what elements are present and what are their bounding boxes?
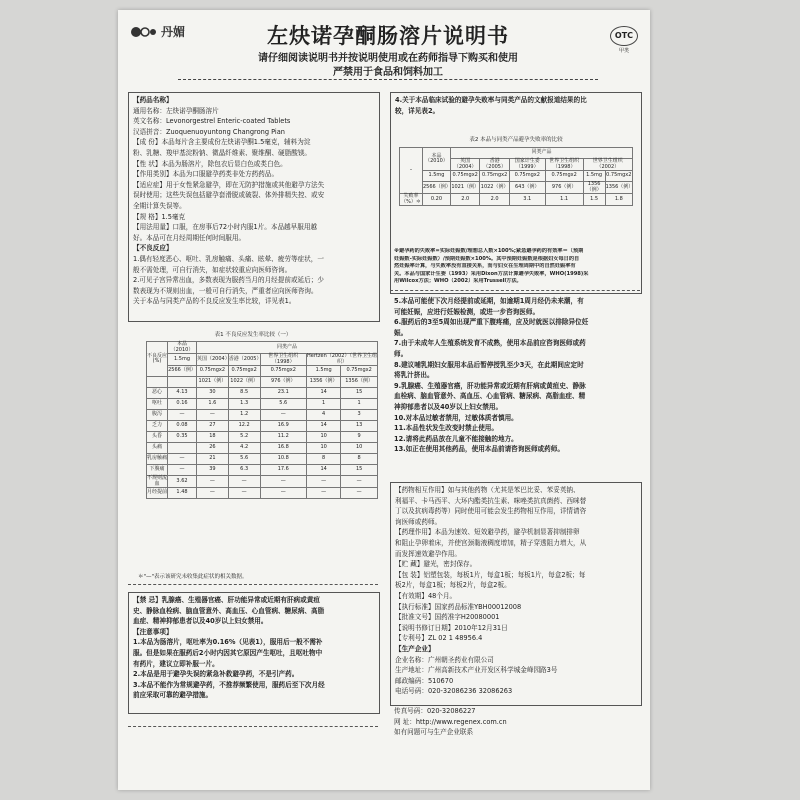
table2-dose-cell: 1.5mg xyxy=(423,171,451,182)
adverse-head: 【不良反应】 xyxy=(133,244,173,253)
contact-block xyxy=(394,706,640,738)
indications-line-2: 误时使用；这些失误包括避孕套滑脱或破裂、体外排精失控、或安 xyxy=(133,191,325,200)
left-box-top xyxy=(128,92,380,322)
table1-cell: 1 xyxy=(307,399,341,410)
table1-cell: 18 xyxy=(197,432,229,443)
table1-cell: 8 xyxy=(307,454,341,465)
table1-cell: 0.08 xyxy=(168,421,197,432)
character: 【性 状】本品为肠溶片，除包衣后显白色或类白色。 xyxy=(133,159,287,168)
table2-dose-row xyxy=(400,171,633,182)
table1-row-label-cell: 恶心 xyxy=(147,388,168,399)
table1-cell: — xyxy=(197,488,229,499)
table1-row xyxy=(147,421,378,432)
table1-cell: — xyxy=(260,410,306,421)
notice-food: 严禁用于食品和饲料加工 xyxy=(333,67,443,78)
table2-rate-cell: 1.1 xyxy=(545,194,583,206)
table2-col-0: 本品（2010） xyxy=(423,148,451,171)
cautions-line-1: 1.本品为肠溶片，呕吐率为0.16%（见表1），服用后一般不需补 xyxy=(133,638,323,647)
table1-cell: — xyxy=(168,454,197,465)
table1-group-head: 同类产品 xyxy=(197,342,378,354)
footnote-line-3: 然妊娠率计算，与失败率没有直接关系，而与妇女在生理周期中的自然妊娠率有 xyxy=(394,263,576,270)
table2-cases-cell: 1356（例） xyxy=(583,182,605,194)
section-name-head: 【药品名称】 xyxy=(133,96,173,104)
item-11-line: 11.本品性状发生改变时禁止使用。 xyxy=(394,424,498,433)
table2-cases-cell: 643（例） xyxy=(509,182,545,194)
table1-cell: 12.2 xyxy=(228,421,260,432)
item-9-line: 神抑郁患者以及40岁以上妇女禁用。 xyxy=(394,402,503,411)
website: 网 址：http://www.regenex.com.cn xyxy=(394,717,507,726)
adverse-line-2: 般不需处理，可自行消失，如症状较重应向医师咨询。 xyxy=(133,265,292,274)
table1-cases-3: 976（例） xyxy=(260,377,306,388)
table1-cell: — xyxy=(341,488,378,499)
pharmacology-line-3: 而发挥速效避孕作用。 xyxy=(395,549,461,558)
table1-cell: 23.1 xyxy=(260,388,306,399)
table2-rate-cell: 2.0 xyxy=(450,194,479,206)
table1-row xyxy=(147,476,378,488)
item-9-line: 血栓病、脑血管意外、高血压、心血管病、糖尿病、高脂血症、精 xyxy=(394,392,586,401)
table1-col-3: 世界卫生组织（1998） xyxy=(260,354,306,366)
table1-dose-1: 0.75mgx2 xyxy=(197,366,229,377)
table2-cases-cell: 1022（例） xyxy=(480,182,509,194)
fax: 传真号码：020-32086227 xyxy=(394,707,476,715)
table1-row-label-cell: 头昏 xyxy=(147,432,168,443)
patent: 【专利号】ZL 02 1 48956.4 xyxy=(395,634,483,643)
table1-cell: 4 xyxy=(307,410,341,421)
table1-cell: 3 xyxy=(341,410,378,421)
table1-cell: — xyxy=(341,476,378,488)
table1-cell: 15 xyxy=(341,465,378,476)
table2-cases-row xyxy=(400,182,633,194)
item-9-line: 9.乳腺癌、生殖器官癌，肝功能异常或近期有肝病或黄疸史、静脉 xyxy=(394,381,586,390)
contact-note: 如有问题可与生产企业联系 xyxy=(394,728,474,737)
footnote-line-5: 用Wilcox方法；WHO（2002）采用Trussell方法。 xyxy=(394,278,522,285)
table1-cell: 1 xyxy=(341,399,378,410)
table2-col-1: 英国（2004） xyxy=(450,159,479,171)
table1-cell: 30 xyxy=(197,388,229,399)
brand-name: 丹媚 xyxy=(161,24,186,39)
table1-cell: 4.2 xyxy=(228,443,260,454)
table2-cases-cell: 976（例） xyxy=(545,182,583,194)
table1-blank xyxy=(168,377,197,388)
item-8-line: 将乳汁挤出。 xyxy=(394,371,434,380)
left-box-bottom xyxy=(128,592,380,714)
pharmacology-line-2: 和阻止孕卵着床，并使宫颈黏液稠度增加，精子穿透阻力增大，从 xyxy=(395,538,587,547)
table2-col-3: 国家计生委（1999） xyxy=(509,159,545,171)
otc-badge: OTC xyxy=(610,26,638,46)
left-divider xyxy=(128,584,378,585)
contra-line-2: 史、静脉血栓病、脑血管意外、高血压、心血管病、糖尿病、高脂 xyxy=(133,606,325,615)
table2-caption: 表2 本品与同类产品避孕失败率的比较 xyxy=(469,137,563,143)
table1-cell: 26 xyxy=(197,443,229,454)
table1-cell: 13 xyxy=(341,421,378,432)
table1-col-0: 本品（2010） xyxy=(168,342,197,354)
table1-row xyxy=(147,443,378,454)
revision: 【说明书修订日期】2010年12月31日 xyxy=(395,623,508,632)
table2-dose-cell: 0.75mgx2 xyxy=(509,171,545,182)
table1-cases-2: 1022（例） xyxy=(228,377,260,388)
otc-class: 甲类 xyxy=(618,48,629,54)
table1-row xyxy=(147,410,378,421)
table1-cases-0: 2566（例） xyxy=(168,366,197,377)
table1-cell: — xyxy=(197,476,229,488)
table2-rate-cell: 1.8 xyxy=(605,194,632,206)
table1-cell: 11.2 xyxy=(260,432,306,443)
table1-cell: — xyxy=(168,410,197,421)
table1-cell: 14 xyxy=(307,421,341,432)
adverse-line-3: 2.可见子宫异常出血，多数表现为服药当月的月经提前或延后；少 xyxy=(133,276,324,285)
table1-cell: — xyxy=(307,476,341,488)
interactions-line-2: 利福平、卡马西平、大环内酯类抗生素、咪唑类抗真菌药、西咪替 xyxy=(395,496,587,505)
interactions-line-1: 【药物相互作用】如与其他药物（尤其是苯巴比妥、苯妥英钠、 xyxy=(395,486,580,494)
table1-cell: 17.6 xyxy=(260,465,306,476)
table1-row-label: 不良反应(%) xyxy=(147,342,168,377)
table1-col-1: 英国（2004） xyxy=(197,354,229,366)
table1-cell: 1.48 xyxy=(168,488,197,499)
header-divider xyxy=(178,79,598,80)
table1-cell: — xyxy=(228,488,260,499)
table2-dose-cell: 1.5mg xyxy=(583,171,605,182)
table1-blank xyxy=(147,377,168,388)
pinyin-name: 汉语拼音：Zuoquenuoyuntong Changrong Pian xyxy=(133,127,285,136)
table1-row-label-cell: 不规则流血 xyxy=(147,475,168,487)
adverse-line-4: 数表现为不规则出血，一般可自行消失，严重者应向医师咨询。 xyxy=(133,286,318,295)
table1-cell: — xyxy=(260,476,306,488)
english-name: 英文名称：Levonorgestrel Enteric-coated Tablets xyxy=(133,117,291,126)
spec: 【规 格】1.5毫克 xyxy=(133,212,186,221)
table1-cell: 1.3 xyxy=(228,399,260,410)
table1-cell: 16.8 xyxy=(260,443,306,454)
table1-cell: 10.8 xyxy=(260,454,306,465)
ingredients-line-1: 【成 份】本品每片含主要成份左炔诺孕酮1.5毫克，辅料为淀 xyxy=(133,138,311,147)
table2-cases-cell: 2566（例） xyxy=(423,182,451,194)
phone: 电话号码：020-32086236 32086263 xyxy=(395,687,513,696)
table1-cell xyxy=(168,443,197,454)
table1-cell: 8.5 xyxy=(228,388,260,399)
address: 生产地址：广州高新技术产业开发区科学城金峰园路3号 xyxy=(395,666,558,675)
validity: 【有效期】48个月。 xyxy=(395,591,457,600)
table2-cases-cell: 1356（例） xyxy=(605,182,632,194)
items-block xyxy=(394,296,640,455)
table1-row xyxy=(147,388,378,399)
table2-failure-rates xyxy=(399,147,633,206)
table1-row xyxy=(147,454,378,465)
table2-cases-cell: 1021（例） xyxy=(450,182,479,194)
table1-cases-5: 1356（例） xyxy=(341,377,378,388)
adverse-line-1: 1.偶有轻度恶心、呕吐、乳房触痛、头痛、眩晕、疲劳等症状，一 xyxy=(133,254,324,263)
item-7-line: 师。 xyxy=(394,349,408,358)
table1-row-label-cell: 下腹痛 xyxy=(147,465,168,476)
company: 企业名称：广州朝圣药业有限公司 xyxy=(395,655,494,664)
table2-group-head: 同类产品 xyxy=(450,148,632,159)
table2-rate-cell: 1.5 xyxy=(583,194,605,206)
table2-rate-cell: 3.1 xyxy=(509,194,545,206)
indications-line-3: 全期计算失误等。 xyxy=(133,201,186,210)
notice-read: 请仔细阅读说明书并按说明使用或在药师指导下购买和使用 xyxy=(258,53,518,64)
table2-rate-label: 失败率（%）＊ xyxy=(401,193,421,205)
item-8-line: 8.建议哺乳期妇女服用本品后暂停授乳至少3天，在此期间应定时 xyxy=(394,360,584,369)
item-7-line: 7.由于未成年人生殖系统发育不成熟，使用本品前应咨询医师或药 xyxy=(394,339,586,348)
table1-cell: 39 xyxy=(197,465,229,476)
table1-cell: 5.6 xyxy=(228,454,260,465)
table2-dose-cell: 0.75mgx2 xyxy=(605,171,632,182)
table1-cell: 4.13 xyxy=(168,388,197,399)
producer-head: 【生产企业】 xyxy=(395,644,435,653)
package-line-2: 板2片，每盒1板；每板2片，每盒2板。 xyxy=(395,581,511,590)
table1-col-4: Hertzen（2002）（世界卫生组织） xyxy=(307,353,377,365)
table1-row xyxy=(147,432,378,443)
cautions-line-3: 有药片，建议立即补服一片。 xyxy=(133,659,219,668)
footnote-block xyxy=(394,248,640,286)
table1-cell: — xyxy=(260,488,306,499)
right-divider xyxy=(390,290,640,291)
item-13-line: 13.如正在使用其他药品，使用本品前请咨询医师或药师。 xyxy=(394,445,564,454)
ingredients-line-2: 粉、乳糖、羧甲基淀粉钠、微晶纤维素、聚维酮、硬脂酸镁。 xyxy=(133,148,312,157)
table1-row-label-cell: 头痛 xyxy=(147,443,168,454)
cautions-line-4: 2.本品是用于避孕失误的紧急补救避孕药，不是引产药。 xyxy=(133,670,299,679)
table1-cell: — xyxy=(197,410,229,421)
table2-corner: – xyxy=(400,148,423,194)
table1-cell: 16.9 xyxy=(260,421,306,432)
table1-row-label-cell: 月经提前 xyxy=(147,488,168,499)
table1-row xyxy=(147,465,378,476)
cautions-line-5: 3.本品不能作为常规避孕药，不推荐频繁使用，服药后至下次月经 xyxy=(133,680,325,689)
table1-row-label-cell: 乏力 xyxy=(147,421,168,432)
contra-line-3: 血症、精神抑郁患者以及40岁以上妇女禁用。 xyxy=(133,617,268,626)
table1-cell: 10 xyxy=(341,443,378,454)
generic-name: 通用名称：左炔诺孕酮肠溶片 xyxy=(133,106,219,115)
table1-body xyxy=(147,388,378,499)
standard: 【执行标准】国家药品标准YBH00012008 xyxy=(395,602,522,611)
table1-cell: 1.2 xyxy=(228,410,260,421)
table1-cases-4: 1356（例） xyxy=(307,377,341,388)
leaflet-sheet xyxy=(118,10,650,790)
item-6-line: 6.服药后的3至5周如出现严重下腹疼痛，应及时就医以排除异位妊 xyxy=(394,318,589,327)
table2-dose-cell: 0.75mgx2 xyxy=(450,171,479,182)
interactions-line-4: 询医师或药师。 xyxy=(395,517,442,526)
table1-cell: 14 xyxy=(307,465,341,476)
table1-cell: 9 xyxy=(341,432,378,443)
table1-caption: 表1 不良反应发生率比较（一） xyxy=(214,332,292,338)
cautions-head: 【注意事项】 xyxy=(133,627,173,636)
table2-dose-cell: 0.75mgx2 xyxy=(480,171,509,182)
table1-cell: 0.16 xyxy=(168,399,197,410)
table1-cell: 15 xyxy=(341,388,378,399)
table1-cell: 10 xyxy=(307,443,341,454)
table1-dose-0: 1.5mg xyxy=(168,354,197,366)
table1-row-label-cell: 呕吐 xyxy=(147,399,168,410)
table1-cell: — xyxy=(307,488,341,499)
document-title: 左炔诺孕酮肠溶片说明书 xyxy=(267,24,509,48)
storage: 【贮 藏】避光，密封保存。 xyxy=(395,560,477,569)
item4-line-2: 较，详见表2。 xyxy=(395,106,440,115)
approval: 【批准文号】国药准字H20080001 xyxy=(395,613,500,622)
table1-dose-5: 0.75mgx2 xyxy=(341,366,378,377)
table2-col-4: 世界卫生组织（1998） xyxy=(545,159,583,171)
item4-line-1: 4.关于本品临床试验的避孕失败率与同类产品的文献报道结果的比 xyxy=(395,96,587,104)
table1-cell: 5.6 xyxy=(260,399,306,410)
table1-row xyxy=(147,399,378,410)
package-line-1: 【包 装】铝塑包装，每板1片，每盒1板；每板1片，每盒2板；每 xyxy=(395,570,586,579)
cautions-line-2: 服。但是如果在服药后2小时内因其它原因产生呕吐，且呕吐物中 xyxy=(133,648,323,657)
table1-dose-2: 0.75mgx2 xyxy=(228,366,260,377)
indications-line-1: 【适应症】用于女性紧急避孕，即在无防护措施或其他避孕方法失 xyxy=(133,180,325,189)
table1-note: ＊"—"表示该研究未收集此症状的相关数据。 xyxy=(138,574,248,580)
item-5-line: 5.本品可能使下次月经提前或延期，如逾期1周月经仍未来潮，有 xyxy=(394,297,584,305)
table1-cell: — xyxy=(168,465,197,476)
usage-line-1: 【用法用量】口服，在房事后72小时内服1片。本品越早服用越 xyxy=(133,223,318,232)
table1-row-label-cell: 腹泻 xyxy=(147,410,168,421)
item-5-line: 可能妊娠，应进行妊娠检测，或进一步咨询医师。 xyxy=(394,307,540,316)
contra-line-1: 【禁 忌】乳腺癌、生殖器官癌、肝功能异常或近期有肝病或黄疸 xyxy=(133,596,320,604)
table1-cell: 6.3 xyxy=(228,465,260,476)
left-bottom-divider xyxy=(128,726,378,727)
right-box-bottom xyxy=(390,482,642,706)
table1-cases-1: 1021（例） xyxy=(197,377,229,388)
table2-rates-row xyxy=(400,194,633,206)
cautions-line-6: 前应采取可靠的避孕措施。 xyxy=(133,691,213,700)
table1-dose-3: 0.75mgx2 xyxy=(260,366,306,377)
table1-cell: 3.62 xyxy=(168,476,197,488)
table1-cell: 1.6 xyxy=(197,399,229,410)
footnote-line-2: 妊娠数-实际妊娠数）/预期妊娠数×100%。其中预期妊娠数是根据妇女每日的自 xyxy=(394,255,580,262)
item-12-line: 12.请将此药品放在儿童不能接触的地方。 xyxy=(394,434,518,443)
postcode: 邮政编码：510670 xyxy=(395,676,454,685)
table1-row-label-cell: 乳房触痛 xyxy=(147,454,168,465)
interactions-line-3: 丁以及抗病毒药等）同时使用可能会发生药物相互作用，详情请咨 xyxy=(395,507,587,516)
table2-col-2: 香港（2005） xyxy=(480,159,509,171)
footnote-line-1: ※避孕药的失败率=实际妊娠数/理想总人数×100%;紧急避孕药的有效率＝（预期 xyxy=(394,248,584,254)
table1-row xyxy=(147,488,378,499)
footnote-line-4: 关。本品与国家计生委（1993）采用Dixon方法计算避孕失败率，WHO(1998)采 xyxy=(394,270,589,277)
table1-cell: 5.2 xyxy=(228,432,260,443)
brand-logo xyxy=(130,22,250,40)
item-10-line: 10.对本品过敏者禁用，过敏体质者慎用。 xyxy=(394,413,518,422)
item-6-line: 娠。 xyxy=(394,328,408,337)
category: 【作用类别】本品为口服避孕药类非处方药药品。 xyxy=(133,170,279,179)
table2-col-5: 世界卫生组织（2002） xyxy=(583,159,632,171)
table1-cell: 10 xyxy=(307,432,341,443)
table1-cell: 21 xyxy=(197,454,229,465)
table1-col-2: 香港（2005） xyxy=(228,354,260,366)
table1-cell: 0.35 xyxy=(168,432,197,443)
table2-rate-cell: 0.20 xyxy=(423,194,451,206)
table1-adverse-rates xyxy=(146,341,378,499)
table2-dose-cell: 0.75mgx2 xyxy=(545,171,583,182)
adverse-line-5: 关于本品与同类产品的不良反应发生率比较，详见表1。 xyxy=(133,297,296,306)
table1-dose-4: 1.5mg xyxy=(307,366,341,377)
table1-cell: 8 xyxy=(341,454,378,465)
table2-rate-cell: 2.0 xyxy=(480,194,509,206)
table1-cell: 27 xyxy=(197,421,229,432)
pharmacology-line-1: 【药理作用】本品为速效、短效避孕药，避孕机制显著抑制排卵 xyxy=(395,528,580,537)
brand-mark-icon xyxy=(130,23,158,39)
table1-cell: — xyxy=(228,476,260,488)
usage-line-2: 好。本品可在月经周期任何时间服用。 xyxy=(133,233,246,242)
table1-cell: 14 xyxy=(307,388,341,399)
